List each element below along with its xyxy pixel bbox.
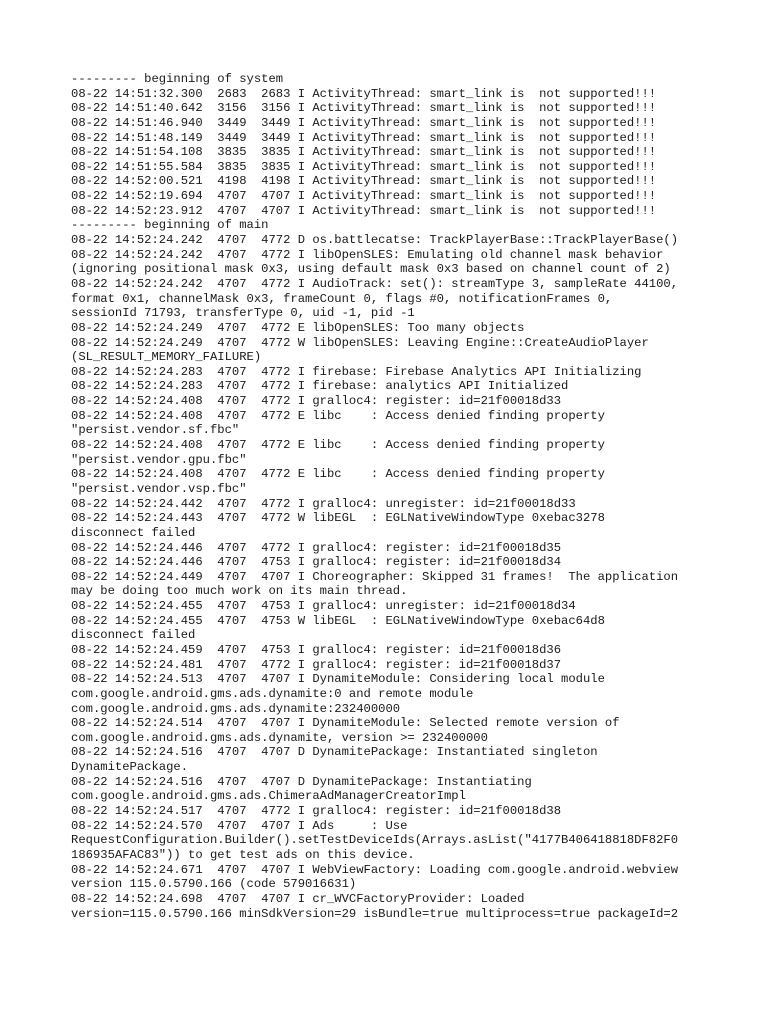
log-line: 08-22 14:52:24.242 4707 4772 I libOpenSLES: Emulating old channel mask behavior: [71, 247, 664, 262]
log-line: 08-22 14:52:24.459 4707 4753 I gralloc4: register: id=21f00018d36: [71, 642, 562, 657]
log-line: 08-22 14:52:24.283 4707 4772 I firebase: analytics API Initialized: [71, 379, 569, 394]
log-line: 08-22 14:52:24.408 4707 4772 E libc : Access denied finding property: [71, 438, 605, 453]
log-line: disconnect failed: [71, 628, 196, 643]
log-line: 08-22 14:52:24.449 4707 4707 I Choreographer: Skipped 31 frames! The application: [71, 569, 679, 584]
log-line: com.google.android.gms.ads.ChimeraAdManagerCreatorImpl: [71, 789, 466, 804]
log-line: 08-22 14:51:46.940 3449 3449 I ActivityThread: smart_link is not supported!!!: [71, 115, 657, 130]
log-document: [71, 72, 711, 921]
log-line: --------- beginning of system: [71, 72, 284, 86]
log-line: 08-22 14:52:24.443 4707 4772 W libEGL : EGLNativeWindowType 0xebac3278: [71, 511, 605, 526]
log-line: (SL_RESULT_MEMORY_FAILURE): [71, 350, 262, 365]
log-line: RequestConfiguration.Builder().setTestDeviceIds(Arrays.asList("4177B406418818DF82F0: [71, 833, 679, 848]
log-line: (ignoring positional mask 0x3, using default mask 0x3 based on channel count of 2): [71, 262, 671, 277]
log-line: 08-22 14:52:24.481 4707 4772 I gralloc4: register: id=21f00018d37: [71, 657, 562, 672]
log-line: 08-22 14:52:24.249 4707 4772 E libOpenSLES: Too many objects: [71, 320, 525, 335]
log-line: 08-22 14:52:24.514 4707 4707 I DynamiteModule: Selected remote version of: [71, 716, 620, 731]
log-line: version=115.0.5790.166 minSdkVersion=29 isBundle=true multiprocess=true packageId=2: [71, 906, 679, 921]
log-line: 08-22 14:52:24.242 4707 4772 D os.battlecatse: TrackPlayerBase::TrackPlayerBase(): [71, 233, 679, 248]
log-line: 08-22 14:52:24.408 4707 4772 E libc : Access denied finding property: [71, 408, 605, 423]
log-line: 08-22 14:52:24.242 4707 4772 I AudioTrack: set(): streamType 3, sampleRate 44100,: [71, 276, 679, 291]
log-line: 08-22 14:52:24.446 4707 4753 I gralloc4: register: id=21f00018d34: [71, 555, 562, 570]
log-line: 08-22 14:52:24.570 4707 4707 I Ads : Use: [71, 818, 408, 833]
log-line: version 115.0.5790.166 (code 579016631): [71, 877, 357, 892]
log-line: 08-22 14:51:48.149 3449 3449 I ActivityThread: smart_link is not supported!!!: [71, 130, 657, 145]
log-line: disconnect failed: [71, 525, 196, 540]
log-line: sessionId 71793, transferType 0, uid -1, pid -1: [71, 306, 415, 321]
log-line: 08-22 14:52:24.455 4707 4753 W libEGL : EGLNativeWindowType 0xebac64d8: [71, 613, 605, 628]
log-line: 08-22 14:52:24.671 4707 4707 I WebViewFactory: Loading com.google.android.webview: [71, 862, 679, 877]
log-line: format 0x1, channelMask 0x3, frameCount 0, flags #0, notificationFrames 0,: [71, 291, 613, 306]
log-line: 08-22 14:52:24.516 4707 4707 D DynamitePackage: Instantiating: [71, 774, 532, 789]
log-line: 08-22 14:52:24.408 4707 4772 E libc : Access denied finding property: [71, 467, 605, 482]
log-line: 08-22 14:52:24.249 4707 4772 W libOpenSLES: Leaving Engine::CreateAudioPlayer: [71, 335, 649, 350]
log-line: 08-22 14:52:19.694 4707 4707 I ActivityThread: smart_link is not supported!!!: [71, 189, 657, 204]
log-line: com.google.android.gms.ads.dynamite:0 and remote module: [71, 686, 474, 701]
log-line: 08-22 14:52:24.517 4707 4772 I gralloc4: register: id=21f00018d38: [71, 804, 562, 819]
log-line: com.google.android.gms.ads.dynamite:232400000: [71, 701, 401, 716]
log-line: 08-22 14:52:24.283 4707 4772 I firebase: Firebase Analytics API Initializing: [71, 364, 642, 379]
log-line: com.google.android.gms.ads.dynamite, version >= 232400000: [71, 730, 488, 745]
log-line: "persist.vendor.sf.fbc": [71, 423, 240, 438]
log-line: may be doing too much work on its main thread.: [71, 584, 408, 599]
log-line: 08-22 14:52:24.408 4707 4772 I gralloc4: register: id=21f00018d33: [71, 394, 562, 409]
log-line: 08-22 14:52:24.442 4707 4772 I gralloc4: unregister: id=21f00018d33: [71, 496, 576, 511]
log-line: 08-22 14:52:24.455 4707 4753 I gralloc4: unregister: id=21f00018d34: [71, 599, 576, 614]
log-line: 08-22 14:52:24.513 4707 4707 I DynamiteModule: Considering local module: [71, 672, 605, 687]
log-line: --------- beginning of main: [71, 218, 269, 233]
log-line: 08-22 14:51:54.108 3835 3835 I ActivityThread: smart_link is not supported!!!: [71, 145, 657, 160]
log-line: 08-22 14:52:00.521 4198 4198 I ActivityThread: smart_link is not supported!!!: [71, 174, 657, 189]
log-line: "persist.vendor.vsp.fbc": [71, 481, 247, 496]
log-line: 08-22 14:52:24.446 4707 4772 I gralloc4: register: id=21f00018d35: [71, 540, 562, 555]
log-line: 08-22 14:52:23.912 4707 4707 I ActivityThread: smart_link is not supported!!!: [71, 203, 657, 218]
log-line: 08-22 14:51:40.642 3156 3156 I ActivityThread: smart_link is not supported!!!: [71, 101, 657, 116]
log-line: 08-22 14:51:55.584 3835 3835 I ActivityThread: smart_link is not supported!!!: [71, 159, 657, 174]
log-line: DynamitePackage.: [71, 760, 189, 775]
log-line: 186935AFAC83")) to get test ads on this device.: [71, 847, 415, 862]
log-line: 08-22 14:52:24.516 4707 4707 D DynamitePackage: Instantiated singleton: [71, 745, 598, 760]
log-line: 08-22 14:52:24.698 4707 4707 I cr_WVCFactoryProvider: Loaded: [71, 891, 525, 906]
log-line: "persist.vendor.gpu.fbc": [71, 452, 247, 467]
log-line: 08-22 14:51:32.300 2683 2683 I ActivityThread: smart_link is not supported!!!: [71, 86, 657, 101]
